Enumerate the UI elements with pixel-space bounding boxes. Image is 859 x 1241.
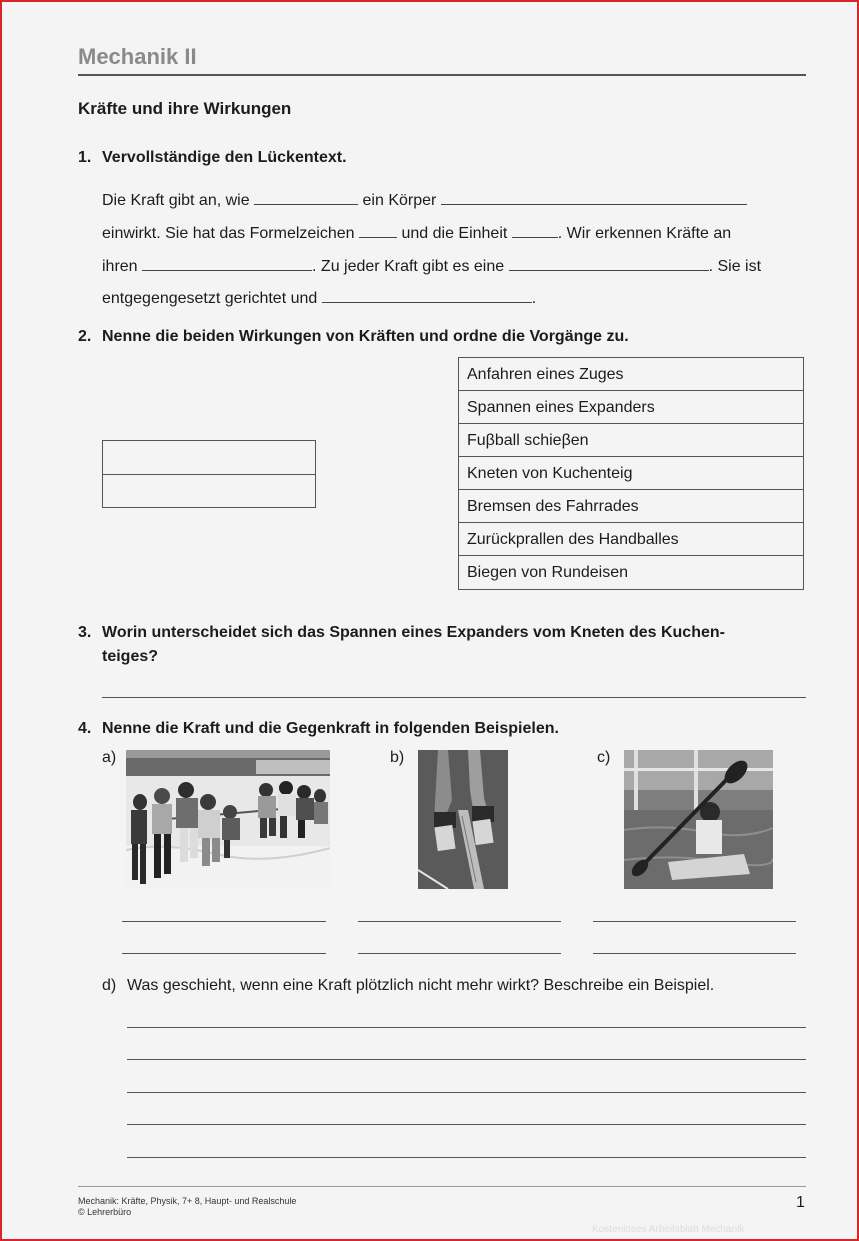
process-list: [458, 357, 804, 590]
answer-line-c[interactable]: [593, 953, 796, 954]
q3-number: 3.: [78, 624, 92, 641]
q1-text-segment: ihren: [102, 258, 138, 275]
kayak-photo: [624, 750, 773, 889]
answer-line-a[interactable]: [122, 921, 326, 922]
footer-source: Mechanik: Kräfte, Physik, 7+ 8, Haupt- und Realschule: [78, 1196, 297, 1206]
process-item: Kneten von Kuchenteig: [459, 457, 803, 490]
answer-line-c[interactable]: [593, 921, 796, 922]
answer-line-b[interactable]: [358, 921, 561, 922]
footer-info: [78, 1196, 296, 1218]
process-item: Fuβball schieβen: [459, 424, 803, 457]
kayak-illustration: [624, 750, 773, 889]
q1-text-segment: . Zu jeder Kraft gibt es eine: [312, 258, 505, 275]
q4-label-c: c): [597, 749, 611, 766]
q1-blank[interactable]: [142, 256, 312, 271]
page-number: 1: [796, 1194, 805, 1211]
q1-text-segment: .: [531, 290, 537, 307]
answer-line-b[interactable]: [358, 953, 561, 954]
q1-line-3: [102, 256, 761, 276]
q1-line-4: [102, 288, 536, 308]
q4-label-b: b): [390, 749, 405, 766]
effect-answer-field[interactable]: [103, 475, 315, 508]
answer-line-d[interactable]: [127, 1092, 806, 1093]
q1-blank[interactable]: [512, 223, 558, 238]
q2-number: 2.: [78, 328, 92, 345]
q4-text: Nenne die Kraft und die Gegenkraft in folgenden Beispielen.: [102, 720, 559, 737]
q1-blank[interactable]: [509, 256, 709, 271]
answer-line-d[interactable]: [127, 1157, 806, 1158]
answer-line-d[interactable]: [127, 1124, 806, 1125]
section-subtitle: Kräfte und ihre Wirkungen: [78, 99, 292, 118]
title-divider: [78, 74, 806, 76]
q1-blank[interactable]: [322, 288, 532, 303]
q1-line-1: [102, 190, 747, 210]
q2-text: Nenne die beiden Wirkungen von Kräften und ordne die Vorgänge zu.: [102, 328, 629, 345]
q1-text-segment: ein Körper: [362, 192, 437, 209]
q3-text-line-2: teiges?: [102, 648, 159, 665]
q1-text-segment: entgegengesetzt gerichtet und: [102, 290, 318, 307]
process-item: Bremsen des Fahrrades: [459, 490, 803, 523]
page-title: Mechanik II: [78, 44, 197, 69]
q1-text-segment: . Sie ist: [708, 258, 762, 275]
q1-line-2: [102, 223, 731, 243]
starting-blocks-illustration: [418, 750, 508, 889]
answer-line-a[interactable]: [122, 953, 326, 954]
starting-blocks-photo: [418, 750, 508, 889]
q4-label-d: d): [102, 977, 117, 994]
watermark: Kostenloses Arbeitsblatt Mechanik: [592, 1224, 745, 1235]
q1-blank[interactable]: [359, 223, 397, 238]
q1-text-segment: . Wir erkennen Kräfte an: [557, 225, 732, 242]
footer-divider: [78, 1186, 806, 1187]
answer-line-d[interactable]: [127, 1027, 806, 1028]
q1-text-segment: und die Einheit: [401, 225, 508, 242]
process-item: Biegen von Rundeisen: [467, 564, 629, 581]
footer-copyright: © Lehrerbüro: [78, 1207, 132, 1217]
tug-of-war-photo: [126, 750, 330, 889]
q3-answer-line[interactable]: [102, 697, 806, 698]
q3-text-line-1: Worin unterscheidet sich das Spannen eines Expanders vom Kneten des Kuchen-: [102, 624, 725, 641]
effects-answer-box: [102, 440, 316, 508]
process-item: Spannen eines Expanders: [459, 391, 803, 424]
q1-text: Vervollständige den Lückentext.: [102, 149, 347, 166]
q1-number: 1.: [78, 149, 92, 166]
answer-line-d[interactable]: [127, 1059, 806, 1060]
q1-blank[interactable]: [441, 190, 747, 205]
effect-answer-field[interactable]: [103, 441, 315, 475]
q1-text-segment: einwirkt. Sie hat das Formelzeichen: [102, 225, 355, 242]
q4-number: 4.: [78, 720, 92, 737]
process-item: Anfahren eines Zuges: [459, 358, 803, 391]
q1-blank[interactable]: [254, 190, 358, 205]
q4-d-text: Was geschieht, wenn eine Kraft plötzlich nicht mehr wirkt? Beschreibe ein Beispiel.: [127, 977, 715, 994]
q4-label-a: a): [102, 749, 117, 766]
process-item: Zurückprallen des Handballes: [459, 523, 803, 556]
q1-text-segment: Die Kraft gibt an, wie: [102, 192, 250, 209]
tug-of-war-illustration: [126, 750, 330, 889]
